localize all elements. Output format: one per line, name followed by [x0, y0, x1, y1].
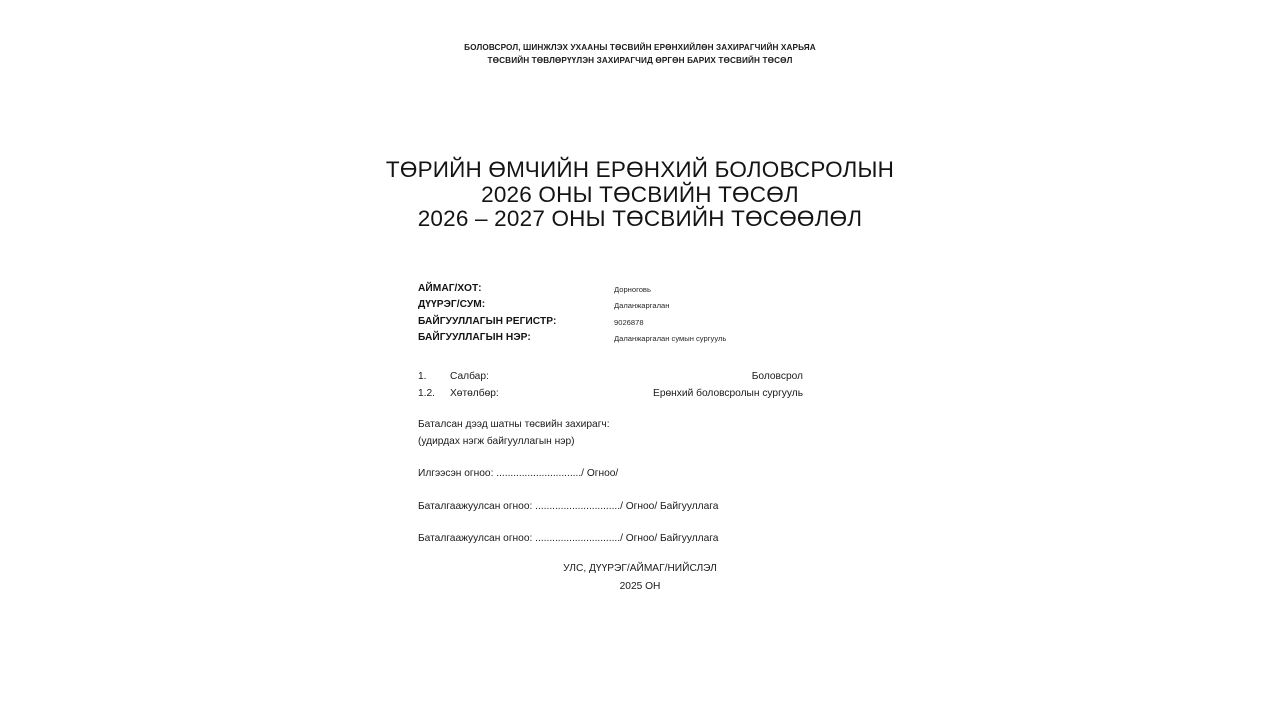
- sector-value: Боловсрол: [751, 371, 803, 382]
- province-value: Дорноговь: [614, 285, 651, 294]
- approval-spacer-3: [418, 515, 838, 531]
- running-header-line-1: БОЛОВСРОЛ, ШИНЖЛЭХ УХААНЫ ТӨСВИЙН ЕРӨНХИЙЛӨН ЗАХИРАГЧИЙН ХАРЬЯА: [464, 43, 816, 52]
- document-title: [340, 158, 940, 232]
- program-index: 1.2.: [418, 387, 435, 399]
- identification-row: [418, 330, 818, 346]
- identification-row: [418, 314, 818, 330]
- approval-spacer-2: [418, 483, 838, 499]
- sector-index: 1.: [418, 371, 427, 382]
- classification-row: [418, 369, 803, 386]
- organization-register-value: 9026878: [614, 317, 644, 327]
- district-label: ДҮҮРЭГ/СУМ:: [418, 299, 486, 311]
- sector-label: Салбар:: [450, 371, 489, 382]
- identification-row: [418, 281, 818, 297]
- classification-row: [418, 386, 803, 403]
- document-footer: [440, 560, 840, 595]
- identification-row: [418, 297, 818, 313]
- approval-spacer-1: [418, 450, 838, 466]
- title-line-3: 2026 – 2027 ОНЫ ТӨСВИЙН ТӨСӨӨЛӨЛ: [417, 206, 863, 231]
- organization-register-label: БАЙГУУЛЛАГЫН РЕГИСТР:: [418, 315, 557, 327]
- footer-line-1: УЛС, ДҮҮРЭГ/АЙМАГ/НИЙСЛЭЛ: [563, 563, 717, 574]
- district-value: Даланжаргалан: [614, 301, 670, 311]
- program-label: Хөтөлбөр:: [450, 387, 499, 399]
- running-header-line-2: ТӨСВИЙН ТӨВЛӨРҮҮЛЭН ЗАХИРАГЧИД ӨРГӨН БАРИХ ТӨСВИЙН ТӨСӨЛ: [487, 55, 793, 65]
- document-running-header: [340, 42, 940, 67]
- classification-list: [418, 369, 803, 402]
- title-line-1: ТӨРИЙН ӨМЧИЙН ЕРӨНХИЙ БОЛОВСРОЛЫН: [385, 157, 895, 182]
- approving-authority-line: Баталсан дээд шатны төсвийн захирагч:: [418, 419, 610, 430]
- title-line-2: 2026 ОНЫ ТӨСВИЙН ТӨСӨЛ: [481, 181, 799, 207]
- sent-date-line: Илгээсэн огноо: ............................../ Огноо/: [418, 468, 619, 480]
- footer-line-2: 2025 ОН: [619, 580, 661, 592]
- program-value: Ерөнхий боловсролын сургууль: [653, 387, 803, 399]
- confirmed-date-line-1: Баталгаажуулсан огноо: ............................../ Огноо/ Байгууллага: [418, 500, 719, 512]
- organization-name-label: БАЙГУУЛЛАГЫН НЭР:: [418, 332, 531, 344]
- approval-block: [418, 417, 838, 548]
- approving-authority-subline: (удирдах нэгж байгууллагын нэр): [418, 435, 575, 447]
- organization-identification-block: [418, 281, 818, 347]
- confirmed-date-line-2: Баталгаажуулсан огноо: ............................../ Огноо/ Байгууллага: [418, 533, 719, 545]
- province-label: АЙМАГ/ХОТ:: [418, 283, 482, 294]
- organization-name-value: Даланжаргалан сумын сургууль: [614, 334, 727, 344]
